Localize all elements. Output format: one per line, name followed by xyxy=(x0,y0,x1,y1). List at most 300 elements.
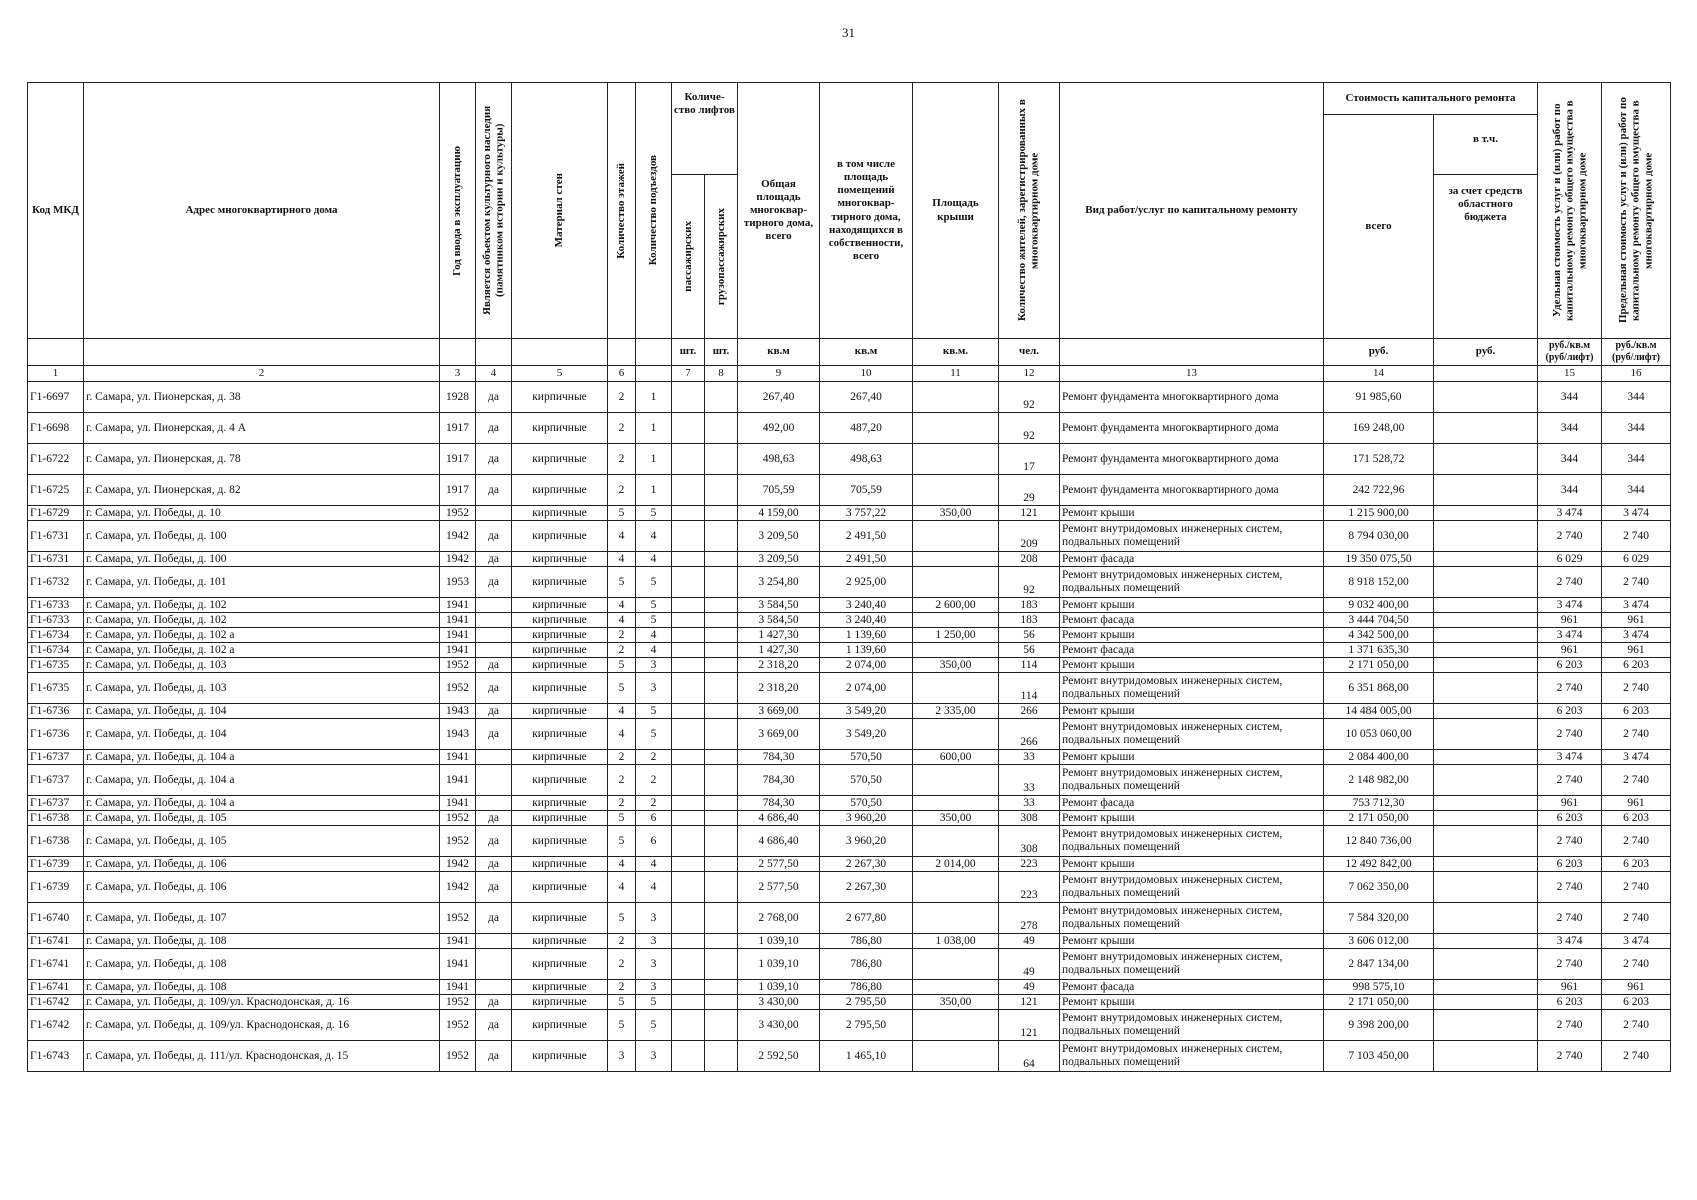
cell-year: 1928 xyxy=(440,382,476,413)
cell-unit-cost: 3 474 xyxy=(1538,934,1602,949)
cell-year: 1941 xyxy=(440,796,476,811)
header-owned-area: в том числе площадь помещений многоквар-тирного дома, находящихся в собственности, всего xyxy=(820,83,913,339)
cell-code: Г1-6697 xyxy=(28,382,84,413)
cell-roof-area xyxy=(913,382,999,413)
cell-address: г. Самара, ул. Победы, д. 104 xyxy=(84,704,440,719)
cell-roof-area: 350,00 xyxy=(913,506,999,521)
cell-residents: 56 xyxy=(999,628,1060,643)
cell-floors: 4 xyxy=(608,719,636,750)
cell-unit-cost: 6 203 xyxy=(1538,658,1602,673)
header-residents xyxy=(999,83,1060,339)
cell-code: Г1-6732 xyxy=(28,567,84,598)
cell-residents: 49 xyxy=(999,934,1060,949)
column-number: 16 xyxy=(1602,366,1671,382)
cell-walls: кирпичные xyxy=(512,980,608,995)
cell-lift-passenger xyxy=(672,826,705,857)
cell-year: 1952 xyxy=(440,811,476,826)
cell-owned-area: 3 757,22 xyxy=(820,506,913,521)
column-number: 5 xyxy=(512,366,608,382)
table-row xyxy=(28,704,1671,719)
cell-owned-area: 786,80 xyxy=(820,949,913,980)
cell-total-area: 3 209,50 xyxy=(738,552,820,567)
cell-year: 1942 xyxy=(440,552,476,567)
cell-work-type: Ремонт фасада xyxy=(1060,980,1324,995)
table-row xyxy=(28,765,1671,796)
cell-address: г. Самара, ул. Победы, д. 105 xyxy=(84,826,440,857)
cell-max-cost: 2 740 xyxy=(1602,1041,1671,1072)
cell-walls: кирпичные xyxy=(512,506,608,521)
cell-roof-area: 2 335,00 xyxy=(913,704,999,719)
column-number: 13 xyxy=(1060,366,1324,382)
cell-heritage: да xyxy=(476,857,512,872)
cell-entrances: 5 xyxy=(636,704,672,719)
cell-lift-cargo xyxy=(705,444,738,475)
cell-code: Г1-6738 xyxy=(28,811,84,826)
cell-lift-cargo xyxy=(705,872,738,903)
cell-unit-cost: 3 474 xyxy=(1538,598,1602,613)
cell-floors: 2 xyxy=(608,628,636,643)
cell-roof-area xyxy=(913,444,999,475)
cell-year: 1917 xyxy=(440,475,476,506)
cell-heritage: да xyxy=(476,673,512,704)
cell-address: г. Самара, ул. Победы, д. 106 xyxy=(84,857,440,872)
cell-lift-cargo xyxy=(705,719,738,750)
cell-work-type: Ремонт крыши xyxy=(1060,811,1324,826)
cell-entrances: 5 xyxy=(636,567,672,598)
table-row xyxy=(28,1041,1671,1072)
cell-owned-area: 2 795,50 xyxy=(820,995,913,1010)
cell-code: Г1-6742 xyxy=(28,1010,84,1041)
table-row xyxy=(28,613,1671,628)
cell-floors: 2 xyxy=(608,796,636,811)
cell-year: 1953 xyxy=(440,567,476,598)
cell-roof-area xyxy=(913,903,999,934)
cell-floors: 4 xyxy=(608,704,636,719)
units-work xyxy=(1060,339,1324,366)
cell-roof-area xyxy=(913,643,999,658)
cell-cost-regional xyxy=(1434,413,1538,444)
cell-max-cost: 344 xyxy=(1602,413,1671,444)
cell-entrances: 4 xyxy=(636,552,672,567)
cell-floors: 4 xyxy=(608,521,636,552)
cell-owned-area: 3 549,20 xyxy=(820,704,913,719)
cell-work-type: Ремонт внутридомовых инженерных систем, подвальных помещений xyxy=(1060,1010,1324,1041)
cell-max-cost: 2 740 xyxy=(1602,826,1671,857)
cell-cost-total: 9 398 200,00 xyxy=(1324,1010,1434,1041)
cell-cost-total: 12 840 736,00 xyxy=(1324,826,1434,857)
cell-max-cost: 2 740 xyxy=(1602,567,1671,598)
table-row xyxy=(28,628,1671,643)
cell-total-area: 784,30 xyxy=(738,796,820,811)
table-row xyxy=(28,750,1671,765)
cell-code: Г1-6737 xyxy=(28,765,84,796)
units-rub-total: руб. xyxy=(1324,339,1434,366)
cell-work-type: Ремонт крыши xyxy=(1060,704,1324,719)
table-row xyxy=(28,934,1671,949)
header-cost-total: всего xyxy=(1324,115,1434,339)
units-walls xyxy=(512,339,608,366)
cell-cost-total: 7 062 350,00 xyxy=(1324,872,1434,903)
cell-lift-cargo xyxy=(705,413,738,444)
cell-walls: кирпичные xyxy=(512,444,608,475)
table-row xyxy=(28,643,1671,658)
cell-year: 1942 xyxy=(440,872,476,903)
column-number: 2 xyxy=(84,366,440,382)
cell-owned-area: 570,50 xyxy=(820,765,913,796)
cell-entrances: 1 xyxy=(636,382,672,413)
cell-floors: 2 xyxy=(608,413,636,444)
cell-owned-area: 2 491,50 xyxy=(820,521,913,552)
cell-floors: 4 xyxy=(608,613,636,628)
cell-address: г. Самара, ул. Пионерская, д. 78 xyxy=(84,444,440,475)
cell-work-type: Ремонт крыши xyxy=(1060,628,1324,643)
cell-lift-cargo xyxy=(705,995,738,1010)
cell-residents: 33 xyxy=(999,750,1060,765)
cell-code: Г1-6735 xyxy=(28,673,84,704)
cell-lift-cargo xyxy=(705,382,738,413)
cell-total-area: 3 430,00 xyxy=(738,1010,820,1041)
cell-residents: 33 xyxy=(999,796,1060,811)
cell-total-area: 1 427,30 xyxy=(738,628,820,643)
cell-owned-area: 1 465,10 xyxy=(820,1041,913,1072)
cell-address: г. Самара, ул. Победы, д. 104 а xyxy=(84,750,440,765)
cell-total-area: 3 584,50 xyxy=(738,598,820,613)
column-number: 1 xyxy=(28,366,84,382)
cell-residents: 308 xyxy=(999,811,1060,826)
cell-unit-cost: 2 740 xyxy=(1538,872,1602,903)
cell-cost-regional xyxy=(1434,719,1538,750)
cell-year: 1942 xyxy=(440,857,476,872)
cell-cost-regional xyxy=(1434,980,1538,995)
cell-cost-total: 7 584 320,00 xyxy=(1324,903,1434,934)
capital-repair-register-table xyxy=(27,82,1671,1072)
cell-address: г. Самара, ул. Победы, д. 107 xyxy=(84,903,440,934)
units-sqm-total: кв.м xyxy=(738,339,820,366)
cell-cost-total: 91 985,60 xyxy=(1324,382,1434,413)
header-lift-cargo-text: грузопассажирских xyxy=(714,207,727,306)
cell-total-area: 3 669,00 xyxy=(738,704,820,719)
cell-lift-passenger xyxy=(672,719,705,750)
cell-unit-cost: 2 740 xyxy=(1538,521,1602,552)
cell-heritage xyxy=(476,506,512,521)
cell-cost-regional xyxy=(1434,903,1538,934)
cell-floors: 5 xyxy=(608,826,636,857)
cell-heritage: да xyxy=(476,444,512,475)
cell-floors: 2 xyxy=(608,643,636,658)
column-number: 7 xyxy=(672,366,705,382)
cell-roof-area: 2 600,00 xyxy=(913,598,999,613)
cell-total-area: 784,30 xyxy=(738,765,820,796)
cell-walls: кирпичные xyxy=(512,872,608,903)
cell-total-area: 498,63 xyxy=(738,444,820,475)
cell-cost-total: 9 032 400,00 xyxy=(1324,598,1434,613)
header-residents-text: Количество жителей, зарегистрированных в многоквартирном доме xyxy=(1016,99,1041,322)
cell-code: Г1-6742 xyxy=(28,995,84,1010)
cell-code: Г1-6737 xyxy=(28,750,84,765)
cell-lift-cargo xyxy=(705,552,738,567)
table-row xyxy=(28,995,1671,1010)
cell-cost-total: 7 103 450,00 xyxy=(1324,1041,1434,1072)
cell-unit-cost: 2 740 xyxy=(1538,673,1602,704)
cell-year: 1943 xyxy=(440,704,476,719)
cell-max-cost: 961 xyxy=(1602,980,1671,995)
cell-work-type: Ремонт внутридомовых инженерных систем, подвальных помещений xyxy=(1060,567,1324,598)
cell-max-cost: 961 xyxy=(1602,643,1671,658)
cell-lift-cargo xyxy=(705,1041,738,1072)
cell-cost-regional xyxy=(1434,643,1538,658)
cell-code: Г1-6741 xyxy=(28,980,84,995)
cell-work-type: Ремонт крыши xyxy=(1060,934,1324,949)
cell-unit-cost: 2 740 xyxy=(1538,1010,1602,1041)
cell-address: г. Самара, ул. Победы, д. 108 xyxy=(84,934,440,949)
cell-unit-cost: 6 203 xyxy=(1538,857,1602,872)
cell-year: 1941 xyxy=(440,643,476,658)
cell-lift-passenger xyxy=(672,521,705,552)
cell-heritage xyxy=(476,934,512,949)
cell-entrances: 2 xyxy=(636,750,672,765)
table-row xyxy=(28,980,1671,995)
cell-owned-area: 2 795,50 xyxy=(820,1010,913,1041)
cell-unit-cost: 3 474 xyxy=(1538,750,1602,765)
cell-year: 1941 xyxy=(440,628,476,643)
cell-entrances: 6 xyxy=(636,826,672,857)
cell-cost-regional xyxy=(1434,1010,1538,1041)
cell-cost-regional xyxy=(1434,475,1538,506)
cell-address: г. Самара, ул. Победы, д. 10 xyxy=(84,506,440,521)
cell-code: Г1-6736 xyxy=(28,704,84,719)
cell-year: 1917 xyxy=(440,413,476,444)
cell-total-area: 1 427,30 xyxy=(738,643,820,658)
cell-unit-cost: 344 xyxy=(1538,444,1602,475)
cell-heritage xyxy=(476,980,512,995)
header-heritage-text: Является объектом культурного наследия (памятником истории и культуры) xyxy=(480,105,506,316)
cell-entrances: 6 xyxy=(636,811,672,826)
cell-code: Г1-6722 xyxy=(28,444,84,475)
cell-code: Г1-6743 xyxy=(28,1041,84,1072)
cell-residents: 49 xyxy=(999,949,1060,980)
cell-work-type: Ремонт крыши xyxy=(1060,658,1324,673)
table-row xyxy=(28,796,1671,811)
cell-lift-passenger xyxy=(672,613,705,628)
cell-work-type: Ремонт внутридомовых инженерных систем, подвальных помещений xyxy=(1060,826,1324,857)
cell-roof-area xyxy=(913,796,999,811)
cell-max-cost: 6 203 xyxy=(1602,857,1671,872)
cell-work-type: Ремонт крыши xyxy=(1060,995,1324,1010)
cell-max-cost: 344 xyxy=(1602,475,1671,506)
cell-code: Г1-6738 xyxy=(28,826,84,857)
cell-unit-cost: 2 740 xyxy=(1538,719,1602,750)
cell-code: Г1-6741 xyxy=(28,934,84,949)
cell-walls: кирпичные xyxy=(512,382,608,413)
cell-floors: 3 xyxy=(608,1041,636,1072)
cell-residents: 64 xyxy=(999,1041,1060,1072)
cell-unit-cost: 344 xyxy=(1538,382,1602,413)
cell-cost-total: 10 053 060,00 xyxy=(1324,719,1434,750)
page-number: 31 xyxy=(842,25,855,40)
cell-heritage xyxy=(476,949,512,980)
cell-lift-cargo xyxy=(705,857,738,872)
cell-work-type: Ремонт внутридомовых инженерных систем, подвальных помещений xyxy=(1060,719,1324,750)
cell-entrances: 3 xyxy=(636,934,672,949)
column-number: 6 xyxy=(608,366,636,382)
cell-owned-area: 786,80 xyxy=(820,934,913,949)
cell-lift-cargo xyxy=(705,811,738,826)
cell-walls: кирпичные xyxy=(512,598,608,613)
cell-address: г. Самара, ул. Победы, д. 102 xyxy=(84,613,440,628)
cell-owned-area: 3 960,20 xyxy=(820,811,913,826)
cell-lift-cargo xyxy=(705,521,738,552)
cell-lift-passenger xyxy=(672,413,705,444)
cell-unit-cost: 6 203 xyxy=(1538,704,1602,719)
cell-entrances: 5 xyxy=(636,598,672,613)
cell-cost-regional xyxy=(1434,811,1538,826)
cell-residents: 121 xyxy=(999,1010,1060,1041)
cell-address: г. Самара, ул. Победы, д. 109/ул. Краснодонская, д. 16 xyxy=(84,995,440,1010)
cell-floors: 5 xyxy=(608,567,636,598)
cell-code: Г1-6734 xyxy=(28,643,84,658)
cell-residents: 33 xyxy=(999,765,1060,796)
units-pcs-cargo: шт. xyxy=(705,339,738,366)
cell-unit-cost: 2 740 xyxy=(1538,1041,1602,1072)
cell-floors: 2 xyxy=(608,382,636,413)
column-number: 9 xyxy=(738,366,820,382)
cell-heritage: да xyxy=(476,552,512,567)
cell-entrances: 5 xyxy=(636,506,672,521)
cell-walls: кирпичные xyxy=(512,857,608,872)
table-row xyxy=(28,872,1671,903)
cell-cost-total: 14 484 005,00 xyxy=(1324,704,1434,719)
units-people: чел. xyxy=(999,339,1060,366)
cell-cost-total: 2 847 134,00 xyxy=(1324,949,1434,980)
cell-address: г. Самара, ул. Победы, д. 104 а xyxy=(84,796,440,811)
cell-entrances: 1 xyxy=(636,413,672,444)
cell-entrances: 2 xyxy=(636,796,672,811)
cell-cost-regional xyxy=(1434,949,1538,980)
cell-cost-total: 3 444 704,50 xyxy=(1324,613,1434,628)
cell-unit-cost: 2 740 xyxy=(1538,903,1602,934)
cell-total-area: 3 430,00 xyxy=(738,995,820,1010)
cell-residents: 114 xyxy=(999,673,1060,704)
cell-floors: 5 xyxy=(608,506,636,521)
cell-roof-area: 2 014,00 xyxy=(913,857,999,872)
cell-total-area: 4 686,40 xyxy=(738,826,820,857)
cell-cost-total: 2 084 400,00 xyxy=(1324,750,1434,765)
cell-total-area: 4 686,40 xyxy=(738,811,820,826)
cell-heritage: да xyxy=(476,995,512,1010)
cell-residents: 17 xyxy=(999,444,1060,475)
table-row xyxy=(28,444,1671,475)
cell-heritage: да xyxy=(476,811,512,826)
cell-total-area: 1 039,10 xyxy=(738,949,820,980)
cell-walls: кирпичные xyxy=(512,704,608,719)
column-number xyxy=(1434,366,1538,382)
cell-entrances: 3 xyxy=(636,903,672,934)
cell-year: 1952 xyxy=(440,506,476,521)
cell-residents: 183 xyxy=(999,613,1060,628)
cell-max-cost: 2 740 xyxy=(1602,1010,1671,1041)
cell-entrances: 2 xyxy=(636,765,672,796)
cell-cost-regional xyxy=(1434,872,1538,903)
cell-cost-regional xyxy=(1434,444,1538,475)
cell-cost-regional xyxy=(1434,826,1538,857)
cell-heritage xyxy=(476,750,512,765)
cell-code: Г1-6733 xyxy=(28,598,84,613)
cell-address: г. Самара, ул. Победы, д. 100 xyxy=(84,552,440,567)
cell-lift-cargo xyxy=(705,628,738,643)
cell-owned-area: 2 074,00 xyxy=(820,673,913,704)
cell-year: 1943 xyxy=(440,719,476,750)
cell-lift-passenger xyxy=(672,765,705,796)
cell-work-type: Ремонт крыши xyxy=(1060,750,1324,765)
cell-max-cost: 961 xyxy=(1602,613,1671,628)
cell-walls: кирпичные xyxy=(512,995,608,1010)
cell-total-area: 2 577,50 xyxy=(738,872,820,903)
table-row xyxy=(28,949,1671,980)
cell-max-cost: 2 740 xyxy=(1602,765,1671,796)
cell-cost-regional xyxy=(1434,382,1538,413)
cell-walls: кирпичные xyxy=(512,796,608,811)
cell-work-type: Ремонт крыши xyxy=(1060,506,1324,521)
cell-lift-passenger xyxy=(672,567,705,598)
cell-total-area: 2 768,00 xyxy=(738,903,820,934)
cell-total-area: 4 159,00 xyxy=(738,506,820,521)
cell-lift-cargo xyxy=(705,598,738,613)
cell-lift-passenger xyxy=(672,750,705,765)
cell-floors: 2 xyxy=(608,765,636,796)
cell-address: г. Самара, ул. Победы, д. 102 а xyxy=(84,643,440,658)
cell-roof-area xyxy=(913,673,999,704)
cell-heritage: да xyxy=(476,475,512,506)
cell-residents: 114 xyxy=(999,658,1060,673)
cell-unit-cost: 344 xyxy=(1538,413,1602,444)
cell-total-area: 2 318,20 xyxy=(738,658,820,673)
cell-work-type: Ремонт крыши xyxy=(1060,598,1324,613)
cell-unit-cost: 2 740 xyxy=(1538,826,1602,857)
column-number: 8 xyxy=(705,366,738,382)
cell-cost-total: 2 171 050,00 xyxy=(1324,811,1434,826)
cell-floors: 5 xyxy=(608,658,636,673)
cell-total-area: 3 669,00 xyxy=(738,719,820,750)
cell-year: 1941 xyxy=(440,765,476,796)
cell-residents: 49 xyxy=(999,980,1060,995)
cell-owned-area: 786,80 xyxy=(820,980,913,995)
cell-code: Г1-6731 xyxy=(28,552,84,567)
cell-entrances: 3 xyxy=(636,673,672,704)
cell-lift-passenger xyxy=(672,673,705,704)
cell-residents: 223 xyxy=(999,872,1060,903)
cell-heritage: да xyxy=(476,1010,512,1041)
cell-max-cost: 3 474 xyxy=(1602,506,1671,521)
cell-unit-cost: 2 740 xyxy=(1538,765,1602,796)
cell-max-cost: 2 740 xyxy=(1602,872,1671,903)
cell-owned-area: 3 549,20 xyxy=(820,719,913,750)
cell-walls: кирпичные xyxy=(512,552,608,567)
column-number: 14 xyxy=(1324,366,1434,382)
cell-max-cost: 6 203 xyxy=(1602,704,1671,719)
cell-year: 1952 xyxy=(440,673,476,704)
cell-floors: 2 xyxy=(608,475,636,506)
cell-address: г. Самара, ул. Победы, д. 102 xyxy=(84,598,440,613)
cell-year: 1941 xyxy=(440,598,476,613)
cell-lift-passenger xyxy=(672,903,705,934)
cell-address: г. Самара, ул. Пионерская, д. 82 xyxy=(84,475,440,506)
cell-heritage: да xyxy=(476,872,512,903)
cell-max-cost: 2 740 xyxy=(1602,521,1671,552)
cell-cost-total: 8 794 030,00 xyxy=(1324,521,1434,552)
cell-unit-cost: 344 xyxy=(1538,475,1602,506)
cell-owned-area: 498,63 xyxy=(820,444,913,475)
header-cost-incl: в т.ч. xyxy=(1434,115,1538,175)
